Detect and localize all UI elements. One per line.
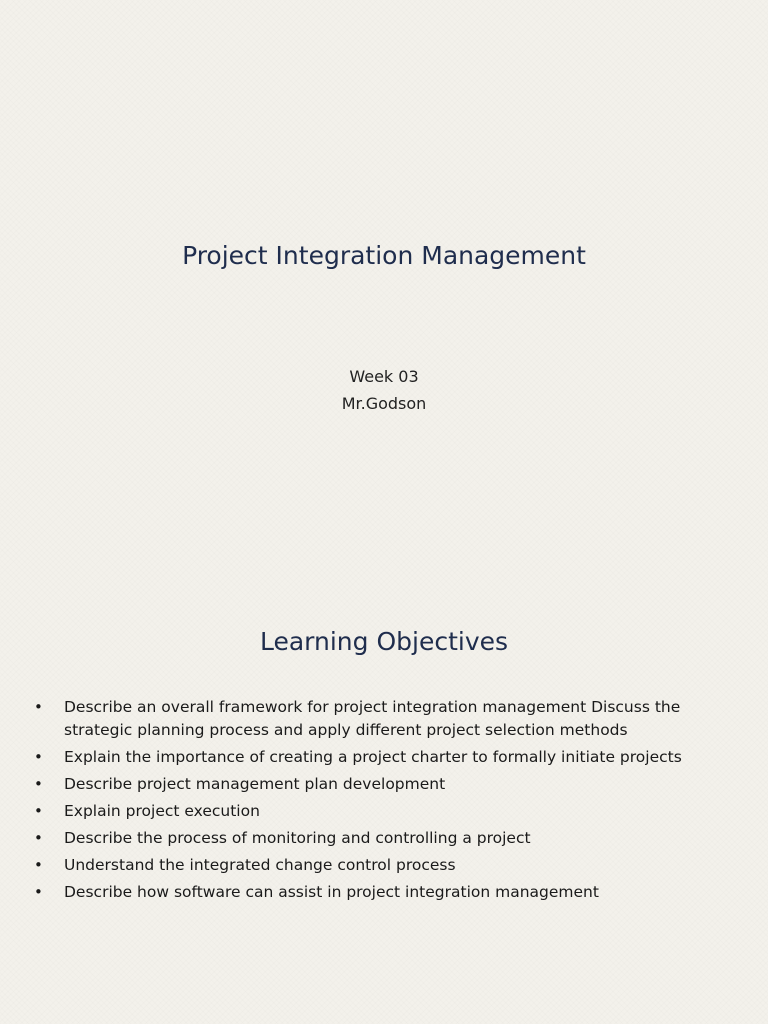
list-item-text: Describe project management plan development xyxy=(64,775,446,793)
slide-title: Project Integration Management xyxy=(182,241,586,270)
slide-subtitle xyxy=(0,363,768,417)
list-item xyxy=(32,746,732,769)
author-name: Mr.Godson xyxy=(341,394,427,413)
bullet-icon: • xyxy=(34,883,43,901)
list-item xyxy=(32,881,732,904)
list-item xyxy=(32,854,732,877)
list-item-text: Describe the process of monitoring and controlling a project xyxy=(64,829,531,847)
bullet-icon: • xyxy=(34,698,43,716)
list-item-text: Describe how software can assist in project integration management xyxy=(64,883,599,901)
list-item-text: Explain the importance of creating a project charter to formally initiate projects xyxy=(64,748,682,766)
list-item-text: Understand the integrated change control process xyxy=(64,856,456,874)
week-label: Week 03 xyxy=(349,367,419,386)
list-item xyxy=(32,827,732,850)
list-item-text: Explain project execution xyxy=(64,802,260,820)
list-item-text: Describe an overall framework for project integration management Discuss the strategic planning process and apply different project selection methods xyxy=(64,698,681,739)
list-item xyxy=(32,696,732,742)
bullet-icon: • xyxy=(34,748,43,766)
learning-objectives-slide xyxy=(0,512,768,1024)
list-item xyxy=(32,800,732,823)
bullet-icon: • xyxy=(34,856,43,874)
list-item xyxy=(32,773,732,796)
objectives-list xyxy=(32,696,732,908)
bullet-icon: • xyxy=(34,829,43,847)
bullet-icon: • xyxy=(34,802,43,820)
bullet-icon: • xyxy=(34,775,43,793)
objectives-title: Learning Objectives xyxy=(259,627,509,656)
